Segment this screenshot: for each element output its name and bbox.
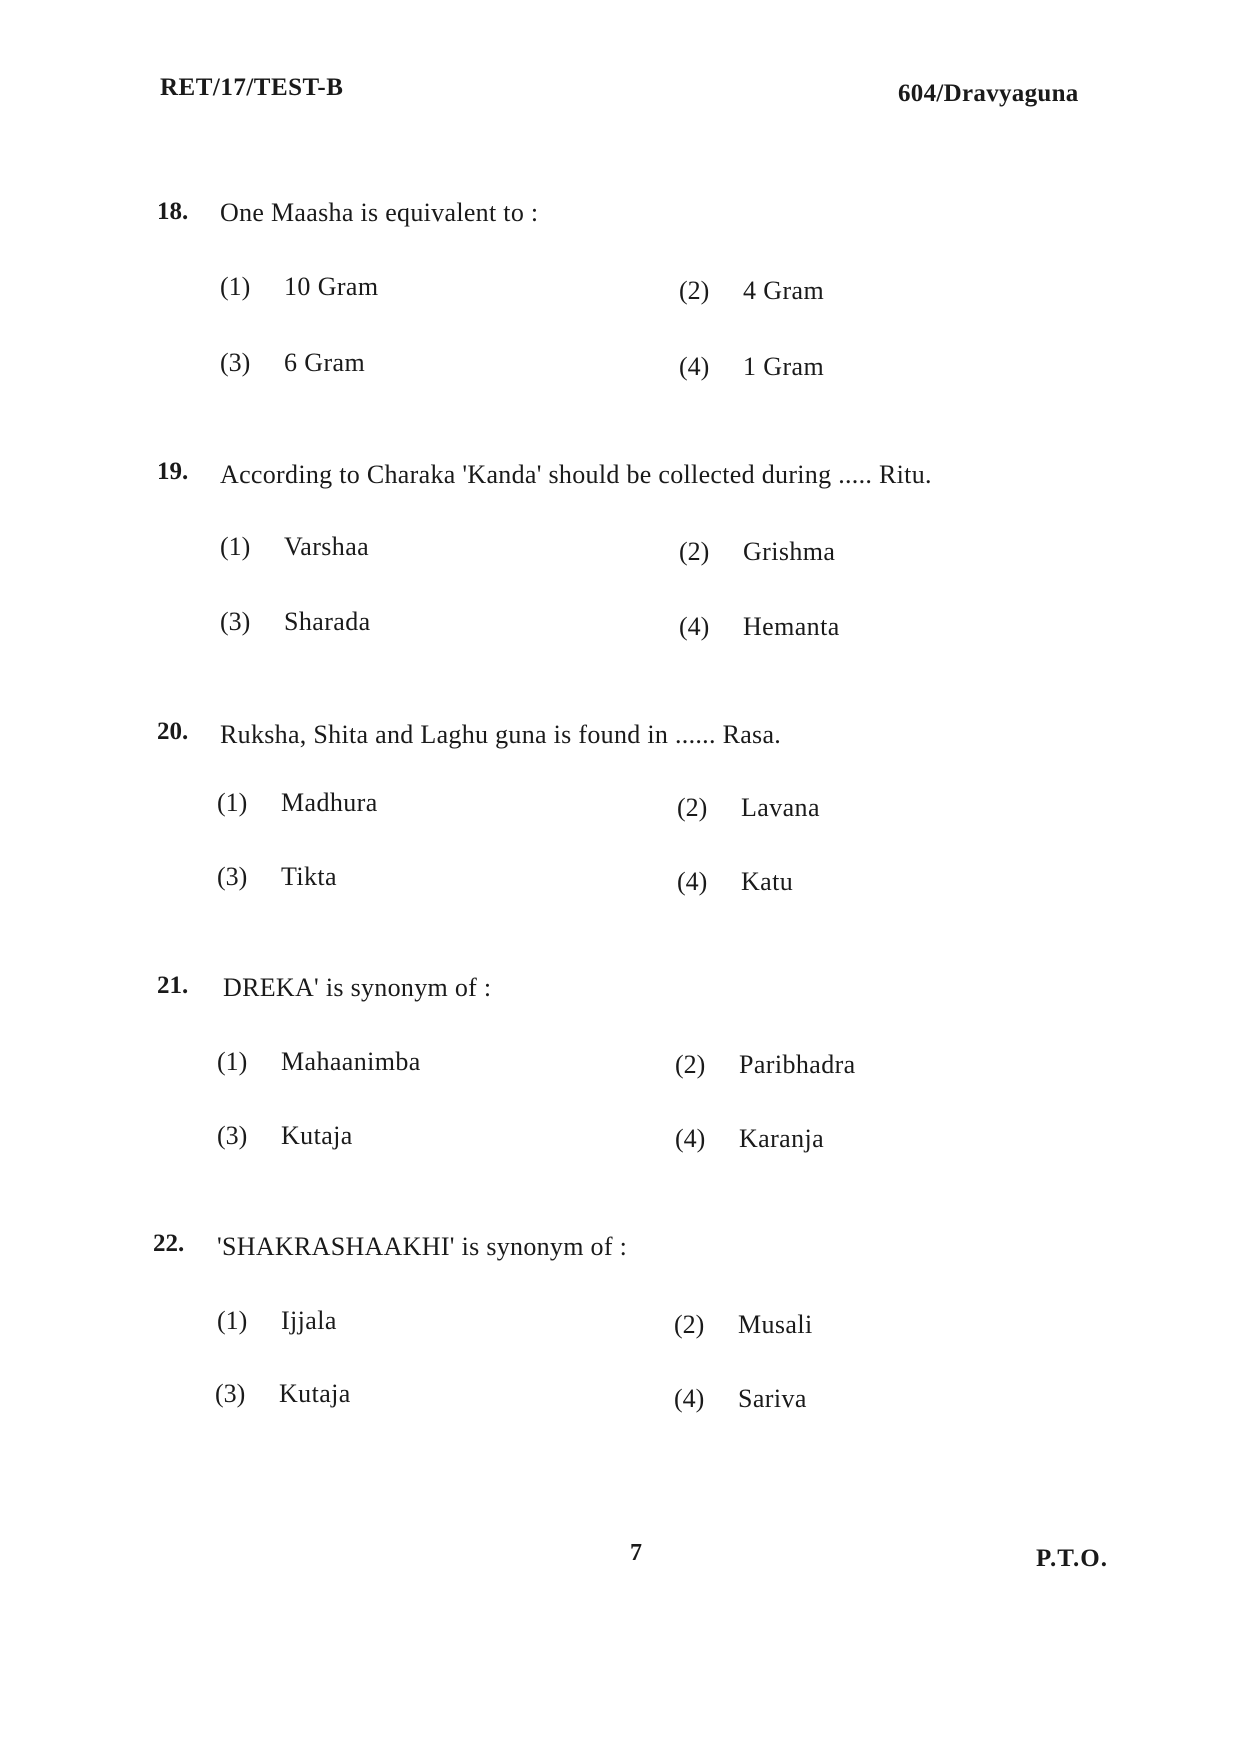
option-3 — [220, 348, 365, 378]
option-text: Sariva — [738, 1384, 807, 1413]
option-text: Paribhadra — [739, 1050, 856, 1079]
option-number: (2) — [677, 793, 708, 822]
option-text: 10 Gram — [284, 272, 379, 301]
option-text: Ijjala — [281, 1306, 337, 1335]
option-text: Madhura — [281, 788, 378, 817]
option-text: 6 Gram — [284, 348, 366, 377]
option-text: 1 Gram — [743, 352, 825, 381]
question-number: 18. — [157, 198, 189, 225]
option-4 — [677, 867, 793, 897]
option-4 — [679, 352, 824, 382]
option-number: (1) — [217, 1306, 248, 1335]
option-1 — [220, 532, 369, 562]
option-2 — [674, 1310, 813, 1340]
option-1 — [220, 272, 379, 302]
question-number: 19. — [157, 458, 189, 485]
option-number: (3) — [217, 1121, 248, 1150]
option-text: 4 Gram — [743, 276, 825, 305]
option-4 — [675, 1124, 824, 1154]
option-text: Varshaa — [284, 532, 370, 561]
option-4 — [679, 612, 840, 642]
option-number: (3) — [217, 862, 248, 891]
option-number: (2) — [679, 276, 710, 305]
option-4 — [674, 1384, 807, 1414]
option-3 — [215, 1379, 351, 1409]
option-3 — [217, 1121, 353, 1151]
option-text: Mahaanimba — [281, 1047, 421, 1076]
option-2 — [679, 537, 835, 567]
option-text: Musali — [738, 1310, 813, 1339]
option-text: Lavana — [741, 793, 820, 822]
option-2 — [675, 1050, 856, 1080]
option-number: (4) — [675, 1124, 706, 1153]
page-number: 7 — [630, 1540, 642, 1566]
option-number: (4) — [674, 1384, 705, 1413]
option-number: (2) — [674, 1310, 705, 1339]
question-text: DREKA' is synonym of : — [223, 973, 492, 1002]
option-number: (2) — [675, 1050, 706, 1079]
option-1 — [217, 788, 378, 818]
option-number: (1) — [217, 788, 248, 817]
option-number: (1) — [220, 532, 251, 561]
subject-code: 604/Dravyaguna — [898, 80, 1079, 107]
option-1 — [217, 1047, 421, 1077]
pto-label: P.T.O. — [1036, 1545, 1108, 1572]
option-2 — [677, 793, 820, 823]
option-text: Karanja — [739, 1124, 825, 1153]
option-text: Grishma — [743, 537, 836, 566]
option-number: (3) — [215, 1379, 246, 1408]
option-text: Katu — [741, 867, 794, 896]
option-number: (3) — [220, 348, 251, 377]
option-number: (4) — [679, 612, 710, 641]
option-number: (1) — [220, 272, 251, 301]
option-1 — [217, 1306, 337, 1336]
option-text: Sharada — [284, 607, 371, 636]
question-text: One Maasha is equivalent to : — [220, 198, 539, 227]
question-number: 20. — [157, 718, 189, 745]
question-text: 'SHAKRASHAAKHI' is synonym of : — [217, 1232, 628, 1261]
option-2 — [679, 276, 824, 306]
option-number: (4) — [679, 352, 710, 381]
option-number: (4) — [677, 867, 708, 896]
option-text: Hemanta — [743, 612, 840, 641]
option-number: (1) — [217, 1047, 248, 1076]
question-text: According to Charaka 'Kanda' should be collected during ..... Ritu. — [220, 460, 932, 489]
exam-code: RET/17/TEST-B — [160, 74, 344, 101]
option-text: Tikta — [281, 862, 337, 891]
question-number: 22. — [153, 1230, 185, 1257]
option-text: Kutaja — [279, 1379, 351, 1408]
option-3 — [217, 862, 337, 892]
question-text: Ruksha, Shita and Laghu guna is found in ...... Rasa. — [220, 720, 782, 749]
option-text: Kutaja — [281, 1121, 353, 1150]
question-number: 21. — [157, 972, 189, 999]
option-3 — [220, 607, 371, 637]
option-number: (3) — [220, 607, 251, 636]
option-number: (2) — [679, 537, 710, 566]
